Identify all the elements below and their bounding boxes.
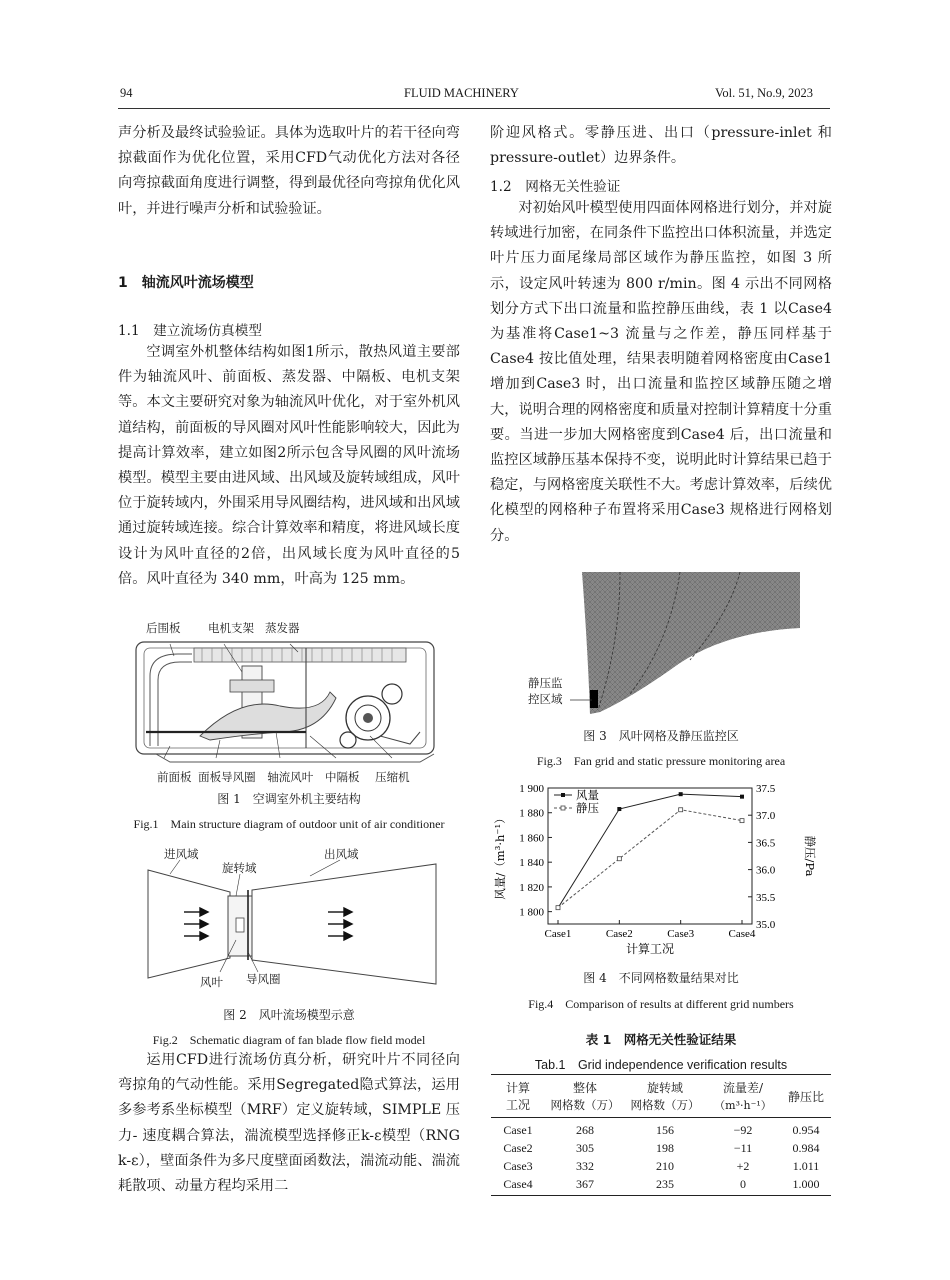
table-header: 整体 bbox=[572, 1081, 597, 1095]
section-1-2-title: 1.2 网格无关性验证 bbox=[490, 179, 621, 195]
table-cell: 332 bbox=[576, 1159, 594, 1173]
section-1-1-title: 1.1 建立流场仿真模型 bbox=[118, 323, 262, 339]
table-header-row-1 bbox=[491, 1075, 831, 1097]
table-header: 网格数（万） bbox=[630, 1097, 700, 1112]
fig2-label-guide-ring: 导风圈 bbox=[246, 972, 281, 986]
table-1-title-en: Tab.1 Grid independence verification results bbox=[534, 1058, 788, 1072]
y-left-tick-label: 1 800 bbox=[519, 906, 544, 919]
fig3-caption-cn: 图 3 风叶网格及静压监控区 bbox=[583, 729, 739, 743]
table-cell: 210 bbox=[656, 1159, 674, 1173]
fig1-diagram bbox=[130, 636, 460, 768]
model-paragraph: 空调室外机整体结构如图1所示，散热风道主要部件为轴流风叶、前面板、蒸发器、中隔板、电机支架等。本文主要研究对象为轴流风叶优化，对于室外机风道结构，前面板的导风圈对风叶性能影响较大，因此为提高计算效率，建立如图2所示包含导风圈的风叶流场模型。模型主要由进风域、出风域及旋转域组成，风叶位于旋转域内，外围采用导风圈结构，进风域和出风域通过旋转域连接。综合计算效率和精度，将进风域长度设计为风叶直径的2倍，出风域长度为风叶直径的5倍。风叶直径为 340 mm，叶高为 125 mm。 bbox=[118, 344, 460, 587]
fig2-label-rotating: 旋转域 bbox=[222, 861, 257, 875]
table-header: 流量差/ bbox=[722, 1081, 764, 1095]
data-point-airflow bbox=[679, 792, 683, 796]
legend-marker-1 bbox=[561, 806, 565, 810]
y-right-tick-label: 37.5 bbox=[756, 783, 776, 795]
intro-paragraph: 声分析及最终试验验证。具体为选取叶片的若干径向弯掠截面作为优化位置，采用CFD气动优化方法对各径向弯掠截面角度进行调整，得到最优径向弯掠角优化风叶，并进行噪声分析和试验验证。 bbox=[118, 125, 460, 217]
fig1-label-guide-ring: 面板导风圈 bbox=[198, 770, 256, 784]
header-rule bbox=[118, 108, 830, 109]
page-number: 94 bbox=[120, 86, 133, 100]
x-tick-label: Case2 bbox=[605, 928, 633, 940]
fig1-label-rear-panel: 后围板 bbox=[146, 621, 181, 635]
table-cell: 268 bbox=[576, 1123, 594, 1137]
x-tick-label: Case4 bbox=[728, 928, 756, 940]
table-cell: 0 bbox=[740, 1177, 746, 1191]
y-left-tick-label: 1 880 bbox=[519, 807, 544, 820]
table-row bbox=[491, 1156, 831, 1174]
table-cell: 198 bbox=[656, 1141, 674, 1155]
y-right-tick-label: 36.5 bbox=[756, 837, 776, 850]
y-right-tick-label: 36.0 bbox=[756, 864, 776, 877]
table-header: （m³·h⁻¹） bbox=[714, 1098, 772, 1112]
table-cell: Case3 bbox=[503, 1159, 533, 1173]
table-cell: 305 bbox=[576, 1141, 594, 1155]
data-point-static-pressure bbox=[740, 819, 744, 823]
data-point-airflow bbox=[740, 795, 744, 799]
y-left-tick-label: 1 900 bbox=[519, 783, 544, 795]
fig1-caption-cn: 图 1 空调室外机主要结构 bbox=[217, 792, 361, 806]
data-point-static-pressure bbox=[617, 857, 621, 861]
fig3-leader-line bbox=[570, 697, 592, 703]
legend-marker-0 bbox=[561, 793, 565, 797]
y-right-tick-label: 35.0 bbox=[756, 919, 776, 931]
fig3-mesh-image bbox=[560, 572, 800, 717]
fig4-caption-cn: 图 4 不同网格数量结果对比 bbox=[583, 971, 739, 985]
table-cell: −11 bbox=[733, 1141, 753, 1155]
x-axis-label: 计算工况 bbox=[625, 942, 675, 956]
y-left-tick-label: 1 840 bbox=[519, 857, 544, 870]
table-cell: 367 bbox=[576, 1177, 594, 1191]
figure-1 bbox=[130, 616, 460, 786]
fig1-caption-en: Fig.1 Main structure diagram of outdoor unit of air conditioner bbox=[133, 817, 445, 831]
x-tick-label: Case3 bbox=[667, 928, 695, 940]
section-1-title: 1 轴流风叶流场模型 bbox=[118, 275, 254, 291]
fig1-label-evaporator: 蒸发器 bbox=[265, 621, 300, 635]
volume-info: Vol. 51, No.9, 2023 bbox=[715, 86, 814, 100]
table-cell: Case2 bbox=[503, 1141, 533, 1155]
fig2-label-blade: 风叶 bbox=[200, 975, 223, 989]
fig3-label-line-2: 控区域 bbox=[528, 692, 563, 706]
fig1-label-partition: 中隔板 bbox=[324, 770, 360, 784]
continued-paragraph: 阶迎风格式。零静压进、出口（pressure-inlet 和 pressure-outlet）边界条件。 bbox=[490, 125, 832, 167]
table-header: 计算 bbox=[505, 1081, 530, 1095]
cfd-paragraph: 运用CFD进行流场仿真分析，研究叶片不同径向弯掠角的气动性能。采用Segregated隐式算法，运用多参考系坐标模型（MRF）定义旋转域，SIMPLE 压力- 速度耦合算法，湍流模型选择修正k-ε模型（RNG k-ε），壁面条件为多尺度壁面函数法，湍流动能、湍流耗散项、动量方程均采用二 bbox=[118, 1052, 460, 1195]
fig3-label-line-1: 静压监 bbox=[528, 676, 563, 690]
data-point-static-pressure bbox=[556, 906, 560, 910]
grid-paragraph: 对初始风叶模型使用四面体网格进行划分，并对旋转域进行加密，在同条件下监控出口体积流量，并选定叶片压力面尾缘局部区域作为静压监控，如图 3 所示，设定风叶转速为 800 r/min。图 4 示出不同网格划分方式下出口流量和监控静压曲线，表 1 以Case4 为基准将Case1~3 流量与之作差，静压同样基于Case4 按比值处理，结果表明随着网格密度由Case1 增加到Case3 时，出口流量和监控区域静压随之增大，说明合理的网格密度和质量对控制计算精度十分重要。当进一步加大网格密度到Case4 后，出口流量和监控区域静压基本保持不变，说明此时计算结果已趋于稳定，与网格密度关联性不大。考虑计算效率，后续优化模型的网格种子布置将采用Case3 规格进行网格划分。 bbox=[490, 200, 832, 544]
fig1-label-compressor: 压缩机 bbox=[375, 770, 410, 784]
table-header: 网格数（万） bbox=[550, 1097, 620, 1112]
y-right-tick-label: 37.0 bbox=[756, 810, 776, 823]
y-left-tick-label: 1 820 bbox=[519, 881, 544, 894]
table-cell: −92 bbox=[733, 1123, 753, 1137]
fig2-label-inlet: 进风域 bbox=[164, 847, 199, 861]
series-line-static-pressure bbox=[558, 810, 742, 908]
fig2-label-outlet: 出风域 bbox=[324, 847, 359, 861]
table-row bbox=[491, 1174, 831, 1196]
fig4-caption-en: Fig.4 Comparison of results at different grid numbers bbox=[528, 997, 794, 1011]
table-cell: 235 bbox=[656, 1177, 674, 1191]
fig1-label-front-panel: 前面板 bbox=[157, 770, 192, 784]
table-cell: 156 bbox=[656, 1123, 674, 1137]
figure-2 bbox=[140, 840, 460, 990]
table-cell: Case4 bbox=[503, 1177, 533, 1191]
table-cell: Case1 bbox=[503, 1123, 533, 1137]
table-header: 工况 bbox=[505, 1098, 530, 1112]
table-cell: 1.000 bbox=[792, 1177, 820, 1191]
table-row bbox=[491, 1138, 831, 1156]
table-cell: 1.011 bbox=[792, 1159, 820, 1173]
y-left-axis-label: 风量/（m³·h⁻¹） bbox=[493, 812, 507, 900]
table-header: 静压比 bbox=[787, 1089, 824, 1104]
fig2-caption-cn: 图 2 风叶流场模型示意 bbox=[223, 1008, 355, 1022]
x-tick-label: Case1 bbox=[544, 928, 572, 940]
figure-3 bbox=[520, 572, 800, 720]
data-point-static-pressure bbox=[679, 808, 683, 812]
journal-name: FLUID MACHINERY bbox=[404, 86, 519, 100]
fig1-label-motor-bracket: 电机支架 bbox=[208, 621, 254, 635]
table-row bbox=[491, 1118, 831, 1139]
table-cell: +2 bbox=[736, 1159, 750, 1173]
table-1-title-cn: 表 1 网格无关性验证结果 bbox=[585, 1032, 737, 1047]
fig1-bottom-labels bbox=[157, 769, 410, 785]
table-1 bbox=[491, 1074, 831, 1196]
legend-label-0: 风量 bbox=[576, 788, 599, 802]
fig3-caption-en: Fig.3 Fan grid and static pressure monitoring area bbox=[536, 754, 786, 768]
chart-ticks bbox=[493, 783, 817, 956]
table-header: 旋转域 bbox=[646, 1081, 683, 1095]
y-left-tick-label: 1 860 bbox=[519, 832, 544, 845]
chart-legend bbox=[554, 788, 599, 815]
fig2-diagram bbox=[140, 840, 460, 990]
fig2-caption-en: Fig.2 Schematic diagram of fan blade flow field model bbox=[152, 1033, 426, 1047]
fig1-label-fan: 轴流风叶 bbox=[267, 770, 314, 784]
table-header-row-2 bbox=[491, 1096, 831, 1118]
figure-4-chart bbox=[490, 774, 832, 964]
table-cell: 0.984 bbox=[792, 1141, 820, 1155]
data-point-airflow bbox=[617, 807, 621, 811]
y-right-axis-label: 静压/Pa bbox=[803, 835, 817, 877]
legend-label-1: 静压 bbox=[576, 801, 599, 815]
y-right-tick-label: 35.5 bbox=[756, 891, 776, 904]
table-cell: 0.954 bbox=[792, 1123, 820, 1137]
